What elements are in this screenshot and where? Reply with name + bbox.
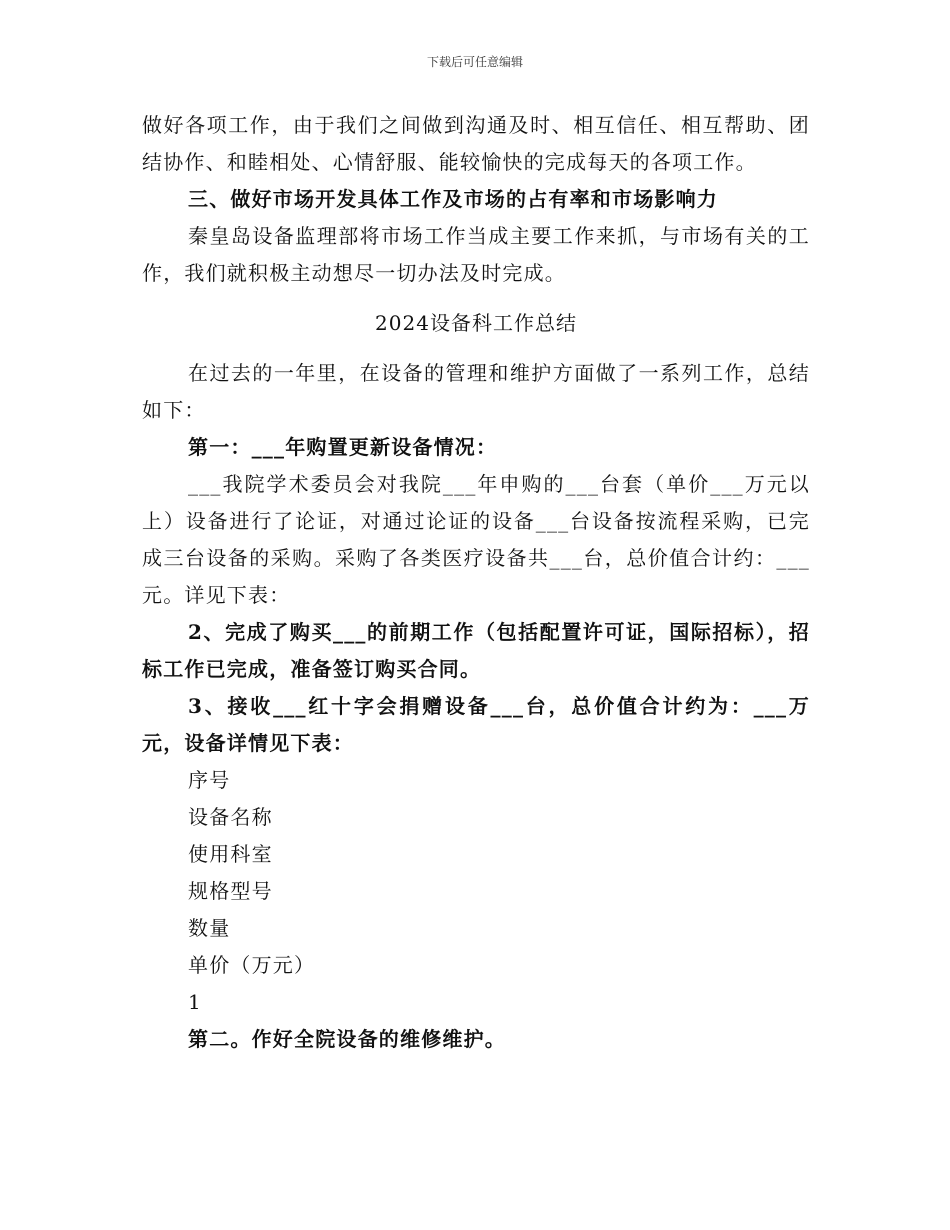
document-title: 2024设备科工作总结 (375, 311, 577, 335)
table-cell-model: 规格型号 (188, 879, 273, 903)
table-cell-name: 设备名称 (188, 805, 273, 829)
table-cell-price: 单价（万元） (188, 953, 316, 977)
paragraph-teamwork: 做好各项工作，由于我们之间做到沟通及时、相互信任、相互帮助、团结协作、和睦相处、心情舒服、能较愉快的完成每天的各项工作。 (142, 113, 810, 174)
table-cell-department: 使用科室 (188, 842, 273, 866)
table-cell-row-number: 1 (188, 990, 202, 1014)
paragraph-market: 秦皇岛设备监理部将市场工作当成主要工作来抓，与市场有关的工作，我们就积极主动想尽一切办法及时完成。 (142, 224, 810, 285)
header-note: 下载后可任意编辑 (426, 55, 523, 69)
document-body (142, 107, 810, 1058)
paragraph-intro: 在过去的一年里，在设备的管理和维护方面做了一系列工作，总结如下： (142, 361, 810, 422)
paragraph-purchase: ___我院学术委员会对我院___年申购的___台套（单价___万元以上）设备进行了论证，对通过论证的设备___台设备按流程采购，已完成三台设备的采购。采购了各类医疗设备共___台，总价值合计约：___元。详见下表： (142, 472, 810, 607)
item-preparation: 2、完成了购买___的前期工作（包括配置许可证，国际招标），招标工作已完成，准备签订购买合同。 (142, 620, 810, 681)
table-cell-quantity: 数量 (188, 916, 231, 940)
section-heading-maintenance: 第二。作好全院设备的维修维护。 (188, 1027, 506, 1051)
table-cell-index: 序号 (188, 768, 231, 792)
section-heading-purchase: 第一：___年购置更新设备情况： (188, 435, 498, 459)
section-heading-market: 三、做好市场开发具体工作及市场的占有率和市场影响力 (188, 187, 718, 211)
equipment-table (142, 762, 810, 1021)
item-donation: 3、接收___红十字会捐赠设备___台，总价值合计约为：___万元，设备详情见下表： (142, 694, 810, 755)
